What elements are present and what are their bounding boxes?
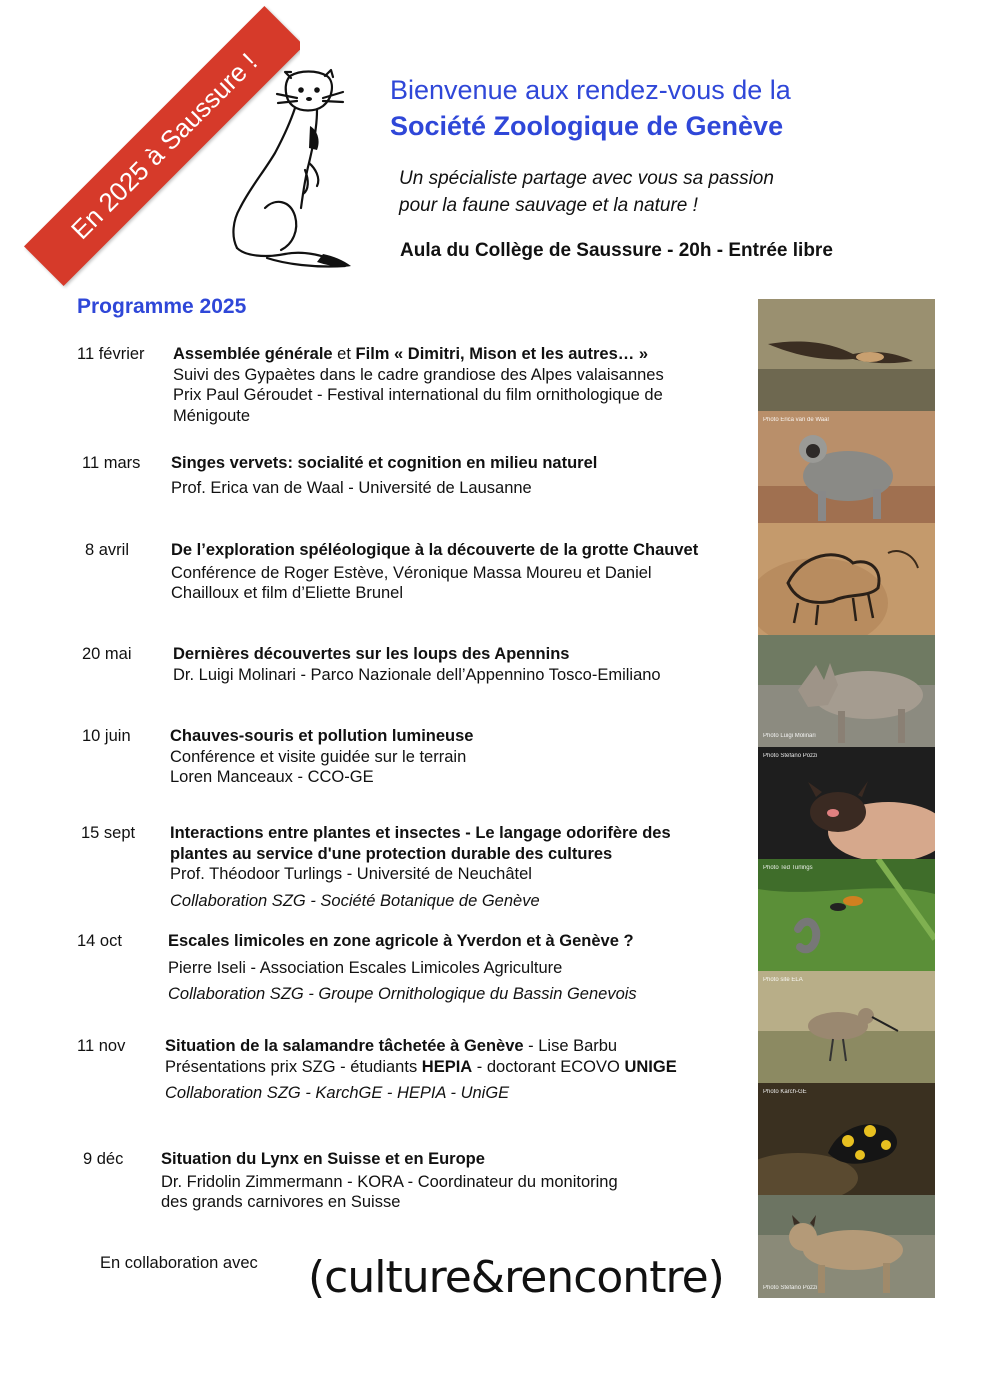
event-detail: Dr. Fridolin Zimmermann - KORA - Coordinateur du monitoring [161, 1172, 618, 1191]
event-date: 9 déc [83, 1150, 124, 1168]
bat-photo-icon [758, 747, 935, 859]
photo-credit: Photo Erica van de Waal [763, 417, 829, 423]
stoat-logo-icon [205, 68, 355, 273]
event-title: plantes au service d'une protection durable des cultures [170, 844, 613, 863]
event-detail: Prof. Théodoor Turlings - Université de Neuchâtel [170, 865, 532, 883]
event-collaboration: Collaboration SZG - KarchGE - HEPIA - UniGE [165, 1084, 510, 1102]
event-date: 20 mai [82, 645, 132, 663]
event-detail: Prof. Erica van de Waal - Université de Lausanne [171, 478, 532, 497]
event-detail-text: Présentations prix SZG - étudiants [165, 1057, 422, 1076]
wader-bird-photo-icon [758, 971, 935, 1083]
welcome-heading [390, 72, 791, 144]
welcome-line-1: Bienvenue aux rendez-vous de la [390, 75, 791, 105]
tagline-line-2: pour la faune sauvage et la nature ! [399, 195, 698, 216]
vulture-photo-icon [758, 299, 935, 411]
event-detail: Prix Paul Géroudet - Festival international du film ornithologique de [173, 386, 663, 404]
event-title: Interactions entre plantes et insectes - Le langage odorifère des [170, 824, 671, 842]
event-date: 14 oct [77, 932, 122, 950]
event-title: Chauves-souris et pollution lumineuse [170, 727, 474, 745]
photo-credit: Photo Stefano Pozzi [763, 753, 818, 759]
photo-credit: Photo site ELA [763, 977, 803, 983]
event-date: 8 avril [85, 541, 130, 559]
event-date: 10 juin [82, 727, 131, 745]
event-title: Singes vervets: socialité et cognition en milieu naturel [171, 454, 598, 472]
photo-column [758, 299, 935, 1298]
event-detail: Loren Manceaux - CCO-GE [170, 768, 374, 786]
event-detail-unige: UNIGE [624, 1057, 677, 1076]
event-detail: des grands carnivores en Suisse [161, 1193, 401, 1211]
event-title: De l’exploration spéléologique à la découverte de la grotte Chauvet [171, 541, 699, 559]
event-collaboration: Collaboration SZG - Groupe Ornithologique du Bassin Genevois [168, 985, 637, 1003]
collaboration-label: En collaboration avec [100, 1254, 258, 1272]
event-detail: Ménigoute [173, 406, 251, 425]
event-title-connector: et [332, 345, 356, 363]
event-detail: Conférence et visite guidée sur le terrain [170, 747, 467, 766]
event-speaker: - Lise Barbu [523, 1037, 618, 1055]
monkey-photo-icon [758, 411, 935, 523]
tagline-line-1: Un spécialiste partage avec vous sa passion [399, 168, 774, 189]
event-detail: Chailloux et film d’Eliette Brunel [171, 584, 404, 602]
event-title: Escales limicoles en zone agricole à Yverdon et à Genève ? [168, 932, 634, 950]
photo-credit: Photo Luigi Molinari [763, 733, 816, 739]
saussure-banner: En 2025 à Saussure ! [24, 6, 300, 286]
event-date: 11 mars [82, 454, 141, 472]
event-date: 15 sept [81, 824, 136, 842]
cave-painting-photo-icon [758, 523, 935, 635]
venue-info: Aula du Collège de Saussure - 20h - Entrée libre [400, 240, 833, 261]
insect-photo-icon [758, 859, 935, 971]
event-title: Assemblée générale [173, 345, 333, 363]
photo-credit: Photo Karch-GE [763, 1089, 807, 1095]
event-detail-hepia: HEPIA [421, 1057, 473, 1076]
lynx-photo-icon [758, 1195, 935, 1298]
event-date: 11 février [77, 345, 145, 363]
tagline [399, 165, 774, 219]
wolf-photo-icon [758, 635, 935, 747]
event-detail: Conférence de Roger Estève, Véronique Massa Moureu et Daniel [171, 563, 652, 582]
event-collaboration: Collaboration SZG - Société Botanique de Genève [170, 891, 540, 910]
photo-credit: Photo Ted Turlings [763, 865, 813, 871]
event-detail: Suivi des Gypaètes dans le cadre grandiose des Alpes valaisannes [173, 365, 664, 384]
event-title: Situation du Lynx en Suisse et en Europe [161, 1150, 485, 1168]
culture-rencontre-logo: (culture&rencontre) [308, 1252, 724, 1303]
photo-credit: Photo Stefano Pozzi [763, 1285, 818, 1291]
event-detail [165, 1057, 725, 1078]
event-date: 11 nov [77, 1037, 126, 1055]
event-detail: Pierre Iseli - Association Escales Limicoles Agriculture [168, 958, 563, 977]
programme-title: Programme 2025 [77, 295, 247, 318]
event-title: Dernières découvertes sur les loups des Apennins [173, 645, 570, 663]
salamander-photo-icon [758, 1083, 935, 1195]
event-title: Situation de la salamandre tâchetée à Genève [165, 1037, 524, 1055]
event-detail-text: - doctorant ECOVO [472, 1057, 625, 1076]
event-title-film: Film « Dimitri, Mison et les autres… » [355, 345, 649, 363]
event-detail: Dr. Luigi Molinari - Parco Nazionale dell’Appennino Tosco-Emiliano [173, 665, 661, 684]
society-name: Société Zoologique de Genève [390, 111, 784, 141]
